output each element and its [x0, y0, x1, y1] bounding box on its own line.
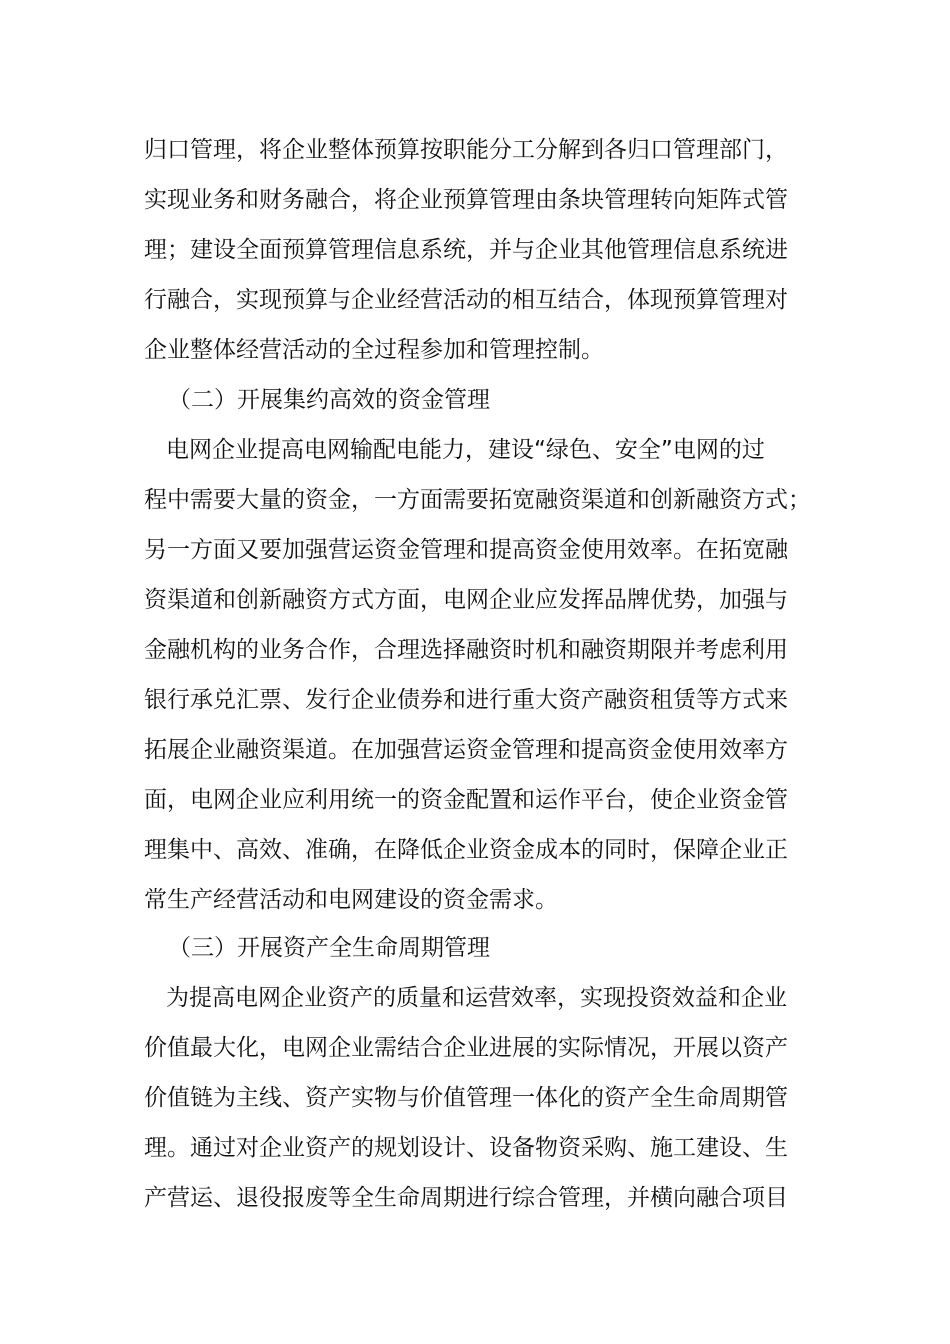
paragraph-2-line-2: 程中需要大量的资金，一方面需要拓宽融资渠道和创新融资方式； [144, 487, 811, 513]
paragraph-1-line-4: 行融合，实现预算与企业经营活动的相互结合，体现预算管理对 [144, 287, 788, 313]
paragraph-2-line-10: 常生产经营活动和电网建设的资金需求。 [144, 887, 558, 913]
paragraph-1-line-3: 理；建设全面预算管理信息系统，并与企业其他管理信息系统进 [144, 237, 788, 263]
section-heading-2: （二）开展集约高效的资金管理 [168, 387, 490, 413]
paragraph-3-line-4: 理。通过对企业资产的规划设计、设备物资采购、施工建设、生 [144, 1135, 788, 1161]
paragraph-2-line-3: 另一方面又要加强营运资金管理和提高资金使用效率。在拓宽融 [144, 537, 788, 563]
paragraph-1-line-5: 企业整体经营活动的全过程参加和管理控制。 [144, 337, 604, 363]
paragraph-2-line-5: 金融机构的业务合作，合理选择融资时机和融资期限并考虑利用 [144, 637, 788, 663]
paragraph-3-line-3: 价值链为主线、资产实物与价值管理一体化的资产全生命周期管 [144, 1085, 788, 1111]
paragraph-2-line-9: 理集中、高效、准确，在降低企业资金成本的同时，保障企业正 [144, 837, 788, 863]
paragraph-2-line-4: 资渠道和创新融资方式方面，电网企业应发挥品牌优势，加强与 [144, 587, 788, 613]
paragraph-1-line-2: 实现业务和财务融合，将企业预算管理由条块管理转向矩阵式管 [144, 187, 788, 213]
paragraph-3-line-2: 价值最大化，电网企业需结合企业进展的实际情况，开展以资产 [144, 1035, 788, 1061]
paragraph-2-line-6: 银行承兑汇票、发行企业债券和进行重大资产融资租赁等方式来 [144, 687, 788, 713]
section-heading-3: （三）开展资产全生命周期管理 [168, 935, 490, 961]
paragraph-3-line-1: 为提高电网企业资产的质量和运营效率，实现投资效益和企业 [166, 985, 787, 1011]
paragraph-3-line-5: 产营运、退役报废等全生命周期进行综合管理，并横向融合项目 [144, 1185, 788, 1211]
paragraph-2-line-1: 电网企业提高电网输配电能力，建设“绿色、安全”电网的过 [166, 437, 765, 463]
paragraph-2-line-8: 面，电网企业应利用统一的资金配置和运作平台，使企业资金管 [144, 787, 788, 813]
paragraph-2-line-7: 拓展企业融资渠道。在加强营运资金管理和提高资金使用效率方 [144, 737, 788, 763]
paragraph-1-line-1: 归口管理，将企业整体预算按职能分工分解到各归口管理部门， [144, 137, 788, 163]
